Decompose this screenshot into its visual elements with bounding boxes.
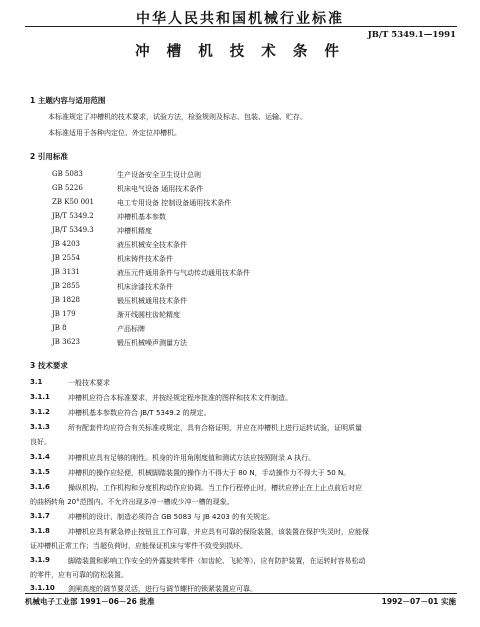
clause-continuation: 证冲槽机正常工作；当超负荷时，应能保证机床与零件不致受到损坏。 <box>30 542 247 550</box>
clause-text: 冲槽机应符合本标准要求，并按经规定程序批准的图样和技术文件制造。 <box>68 394 292 402</box>
reference-title: 机床涂漆技术条件 <box>117 283 173 291</box>
section-1-line-2: 本标准适用于各种内定位、外定位冲槽机。 <box>48 129 181 137</box>
reference-code: JB 2554 <box>52 254 80 262</box>
reference-code: GB 5083 <box>52 170 83 178</box>
clause-number: 3.1.6 <box>30 483 50 491</box>
reference-code: JB/T 5349.3 <box>52 226 94 234</box>
document-title: 冲 槽 机 技 术 条 件 <box>135 44 345 60</box>
clause-number: 3.1.3 <box>30 423 50 431</box>
clause-text: 剑闸高度的调节要灵活，进行与调节螺杆的锁紧装置应可靠。 <box>68 585 257 593</box>
clause-number: 3.1.2 <box>30 408 50 416</box>
footer-rule <box>25 593 457 594</box>
reference-code: GB 5226 <box>52 184 83 192</box>
clause-number: 3.1.8 <box>30 527 50 535</box>
clause-text: 冲槽机应具有足够的刚性。机身的许用角刚度值和测试方法应按照附录 A 执行。 <box>68 454 316 462</box>
reference-title: 液压机械安全技术条件 <box>117 241 187 249</box>
clause-text: 冲槽机的设计、制造必须符合 GB 5083 与 JB 4203 的有关规定。 <box>68 513 275 521</box>
reference-title: 锻压机械噪声测量方法 <box>117 339 187 347</box>
reference-title: 渐开线圆柱齿轮精度 <box>117 311 180 319</box>
clause-continuation: 的曲柄转角 20°范围内。不允许出现多冲一槽或少冲一槽的现象。 <box>30 498 234 506</box>
standard-number: JB/T 5349.1—1991 <box>367 30 456 40</box>
clause-text: 冲槽机基本参数应符合 JB/T 5349.2 的规定。 <box>68 409 211 417</box>
reference-title: 液压元件通用条件与气动传动通用技术条件 <box>117 269 250 277</box>
reference-title: 冲槽机基本参数 <box>117 213 166 221</box>
section-2-heading: 2 引用标准 <box>30 152 68 161</box>
reference-title: 锻压机械通用技术条件 <box>117 297 187 305</box>
clause-text: 冲槽机应具有紧急停止按钮且工作可靠，并应具有可靠的保险装置，该装置在保护失灵时，应能保 <box>68 528 369 536</box>
issuer-title: 中华人民共和国机械行业标准 <box>136 11 344 27</box>
reference-code: ZB K50 001 <box>52 198 94 206</box>
header-rule <box>25 26 457 27</box>
clause-number: 3.1.1 <box>30 393 50 401</box>
clause-number: 3.1.5 <box>30 468 50 476</box>
clause-number: 3.1.7 <box>30 512 50 520</box>
reference-code: JB 3131 <box>52 268 80 276</box>
clause-text: 脚踏装置和影响工作安全的外露旋转零件（如齿轮、飞轮等），应有防护装置，在运转时容易松动 <box>68 557 366 565</box>
clause-text: 所有配套件均应符合有关标准或规定，具有合格证明，并应在冲槽机上进行运转试验，证明质量 <box>68 424 362 432</box>
reference-title: 电工专用设备 控制设备通用技术条件 <box>117 199 232 207</box>
clause-text: 冲槽机的操作应轻便，机械脚踏装置的操作力不得大于 80 N，手动操作力不得大于 50 N。 <box>68 469 351 477</box>
clause-number: 3.1.10 <box>30 584 55 592</box>
clause-continuation: 良好。 <box>30 438 51 446</box>
section-3-heading: 3 技术要求 <box>30 361 68 370</box>
clause-number: 3.1 <box>30 378 43 386</box>
approval-date: 机械电子工业部 1991－06－26 批准 <box>25 597 155 606</box>
clause-number: 3.1.9 <box>30 556 50 564</box>
reference-code: JB 8 <box>52 324 67 332</box>
reference-title: 产品标牌 <box>117 325 145 333</box>
reference-title: 机床电气设备 通用技术条件 <box>117 185 204 193</box>
section-1-line-1: 本标准规定了冲槽机的技术要求，试验方法，检验规则及标志、包装、运输、贮存。 <box>48 113 307 121</box>
reference-code: JB 1828 <box>52 296 80 304</box>
reference-title: 生产设备安全卫生设计总则 <box>117 171 201 179</box>
clause-text: 一般技术要求 <box>68 379 110 387</box>
reference-code: JB 4203 <box>52 240 80 248</box>
clause-continuation: 的零件，应有可靠的防松装置。 <box>30 571 128 579</box>
implementation-date: 1992－07－01 实施 <box>381 597 456 606</box>
reference-code: JB 2855 <box>52 282 80 290</box>
reference-code: JB 179 <box>52 310 76 318</box>
reference-code: JB 3623 <box>52 338 80 346</box>
reference-title: 冲槽机精度 <box>117 227 152 235</box>
section-1-heading: 1 主题内容与适用范围 <box>30 96 106 105</box>
clause-number: 3.1.4 <box>30 453 50 461</box>
reference-title: 机床铸件技术条件 <box>117 255 173 263</box>
reference-code: JB/T 5349.2 <box>52 212 94 220</box>
clause-text: 操纵机构、工作机构和分度机构动作应协调。当工作行程停止时，槽状应停止在上止点前后对应 <box>68 484 362 492</box>
